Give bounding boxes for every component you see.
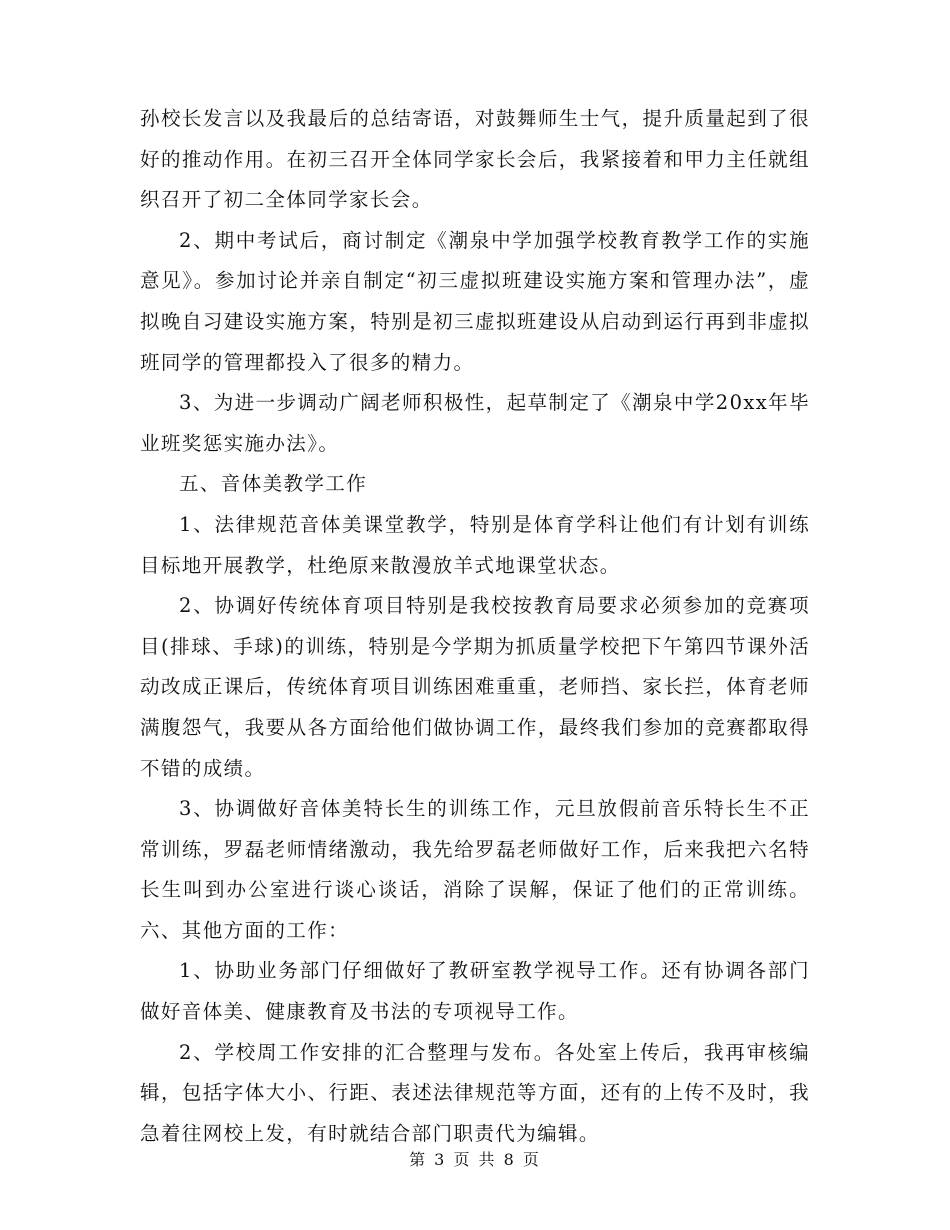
- paragraph-9: 2、学校周工作安排的汇合整理与发布。各处室上传后，我再审核编辑，包括字体大小、行距、表述法律规范等方面，还有的上传不及时，我急着往网校上发，有时就结合部门职责代为编辑。: [140, 1040, 810, 1145]
- paragraph-7: 3、协调做好音体美特长生的训练工作，元旦放假前音乐特长生不正常训练，罗磊老师情绪激动，我先给罗磊老师做好工作，后来我把六名特长生叫到办公室进行谈心谈话，消除了误解，保证了他们的正常训练。六、其他方面的工作：: [140, 797, 810, 942]
- document-body: [140, 99, 810, 1154]
- paragraph-5: 1、法律规范音体美课堂教学，特别是体育学科让他们有计划有训练目标地开展教学，杜绝原来散漫放羊式地课堂状态。: [140, 512, 810, 577]
- paragraph-2: 2、期中考试后，商讨制定《潮泉中学加强学校教育教学工作的实施意见》。参加讨论并亲自制定“初三虚拟班建设实施方案和管理办法”，虚拟晚自习建设实施方案，特别是初三虚拟班建设从启动到运行再到非虚拟班同学的管理都投入了很多的精力。: [140, 228, 810, 374]
- paragraph-1: 孙校长发言以及我最后的总结寄语，对鼓舞师生士气，提升质量起到了很好的推动作用。在初三召开全体同学家长会后，我紧接着和甲力主任就组织召开了初二全体同学家长会。: [140, 107, 810, 212]
- paragraph-8: 1、协助业务部门仔细做好了教研室教学视导工作。还有协调各部门做好音体美、健康教育及书法的专项视导工作。: [140, 959, 810, 1024]
- paragraph-6: 2、协调好传统体育项目特别是我校按教育局要求必须参加的竞赛项目(排球、手球)的训练，特别是今学期为抓质量学校把下午第四节课外活动改成正课后，传统体育项目训练困难重重，老师挡、家长拦，体育老师满腹怨气，我要从各方面给他们做协调工作，最终我们参加的竞赛都取得不错的成绩。: [140, 594, 810, 780]
- page-number-footer: 第 3 页 共 8 页: [409, 1150, 541, 1169]
- section-heading-5: 五、音体美教学工作: [179, 472, 368, 496]
- paragraph-3: 3、为进一步调动广阔老师积极性，起草制定了《潮泉中学20xx年毕业班奖惩实施办法》。: [140, 391, 810, 455]
